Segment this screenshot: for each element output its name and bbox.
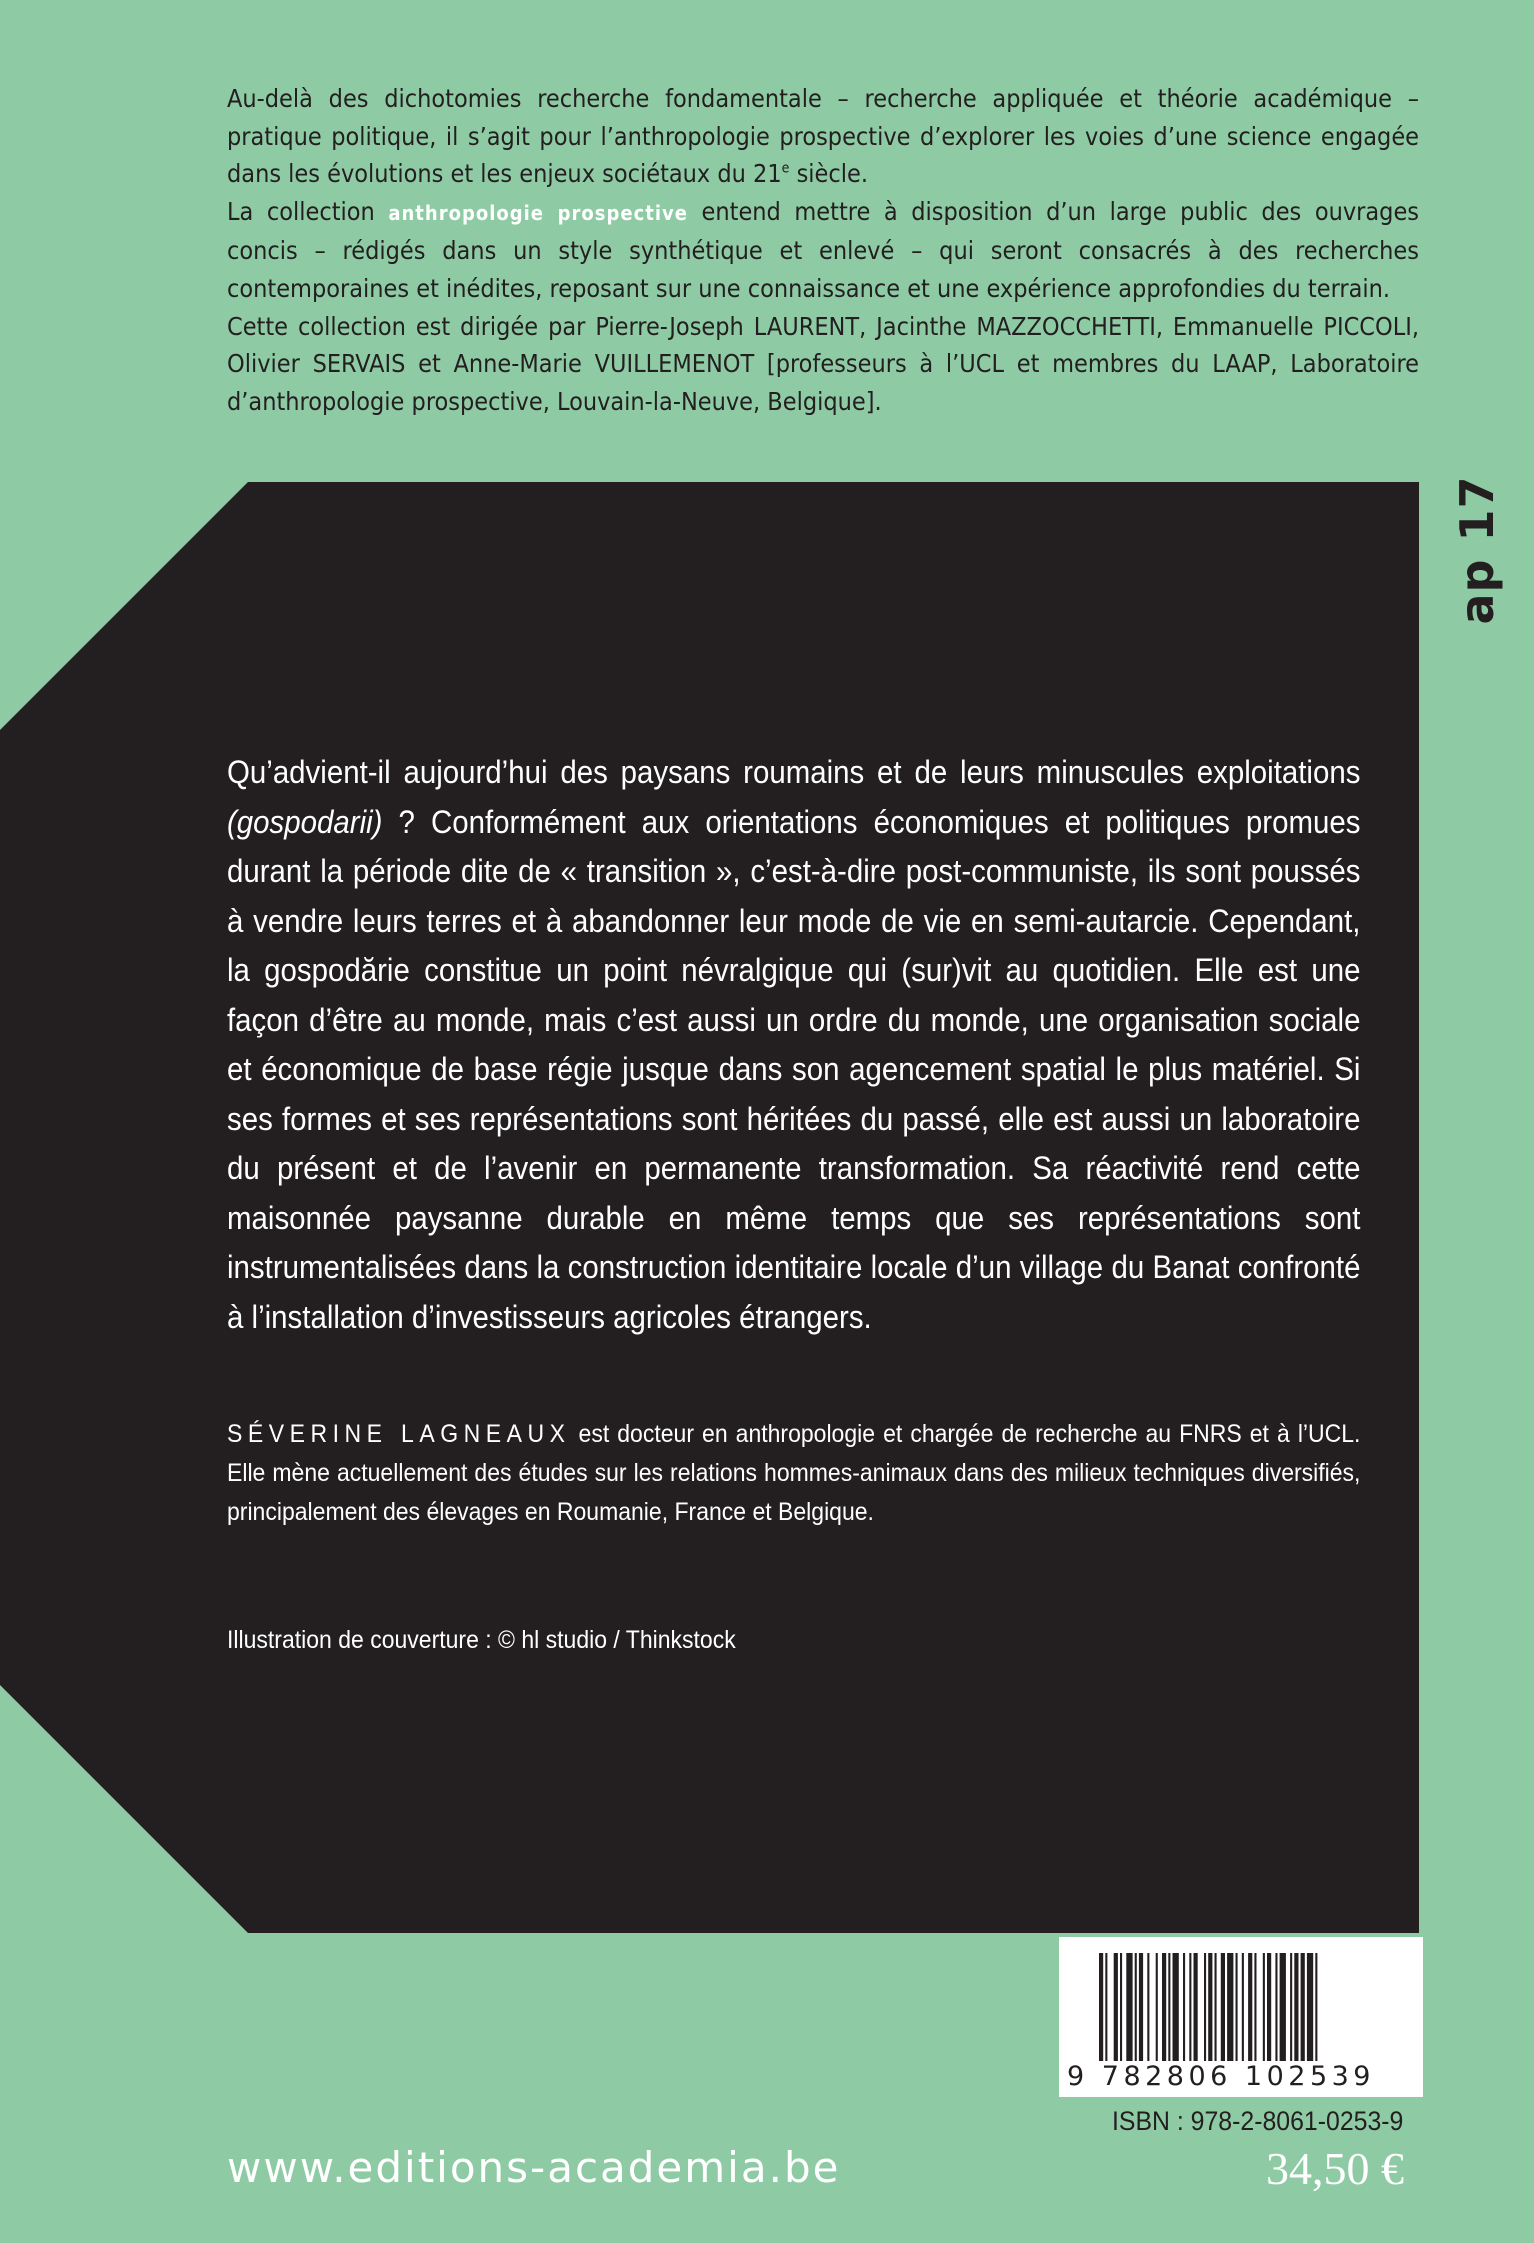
barcode-bar [1254,1953,1256,2061]
author-bio: SÉVERINE LAGNEAUX est docteur en anthropologie et chargée de recherche au FNRS et à l’UCL. Elle mène actuellement des études sur les relations hommes-animaux dans des milieux techniques diversifiés, principalement des élevages en Roumanie, France et Belgique. [227,1420,1361,1526]
barcode-bar [1135,1953,1137,2061]
barcode-bar [1242,1953,1244,2061]
barcode-bar [1221,1953,1225,2061]
barcode-bar [1301,1953,1305,2061]
barcode-bar [1105,1953,1107,2061]
barcode-bar [1290,1953,1292,2061]
barcode-bar [1227,1953,1233,2061]
barcode-bar [1275,1953,1277,2061]
barcode-bar [1114,1953,1118,2061]
barcode-bar [1173,1953,1179,2061]
barcode-digits: 9 782806 102539 [1067,2061,1375,2092]
barcode-bar [1280,1953,1286,2061]
barcode-bar [1099,1953,1103,2061]
barcode-bar [1208,1953,1212,2061]
barcode-bar [1236,1953,1238,2061]
barcode-bar [1189,1953,1191,2061]
barcode-bar [1156,1953,1158,2061]
barcode-bar [1315,1953,1317,2061]
author-name: SÉVERINE LAGNEAUX [227,1420,571,1448]
isbn: ISBN : 978-2-8061-0253-9 [1112,2106,1404,2136]
barcode-bar [1267,1953,1271,2061]
collection-paragraph-1: Au-delà des dichotomies recherche fondamentale – recherche appliquée et théorie académique – pratique politique, il s’agit pour l’anthropologie prospective d’explorer les voies d’une science engagée dans les évolutions et les enjeux sociétaux du 21e siècle. [227,84,1419,189]
barcode-bar [1139,1953,1143,2061]
collection-paragraph-3: Cette collection est dirigée par Pierre-Joseph LAURENT, Jacinthe MAZZOCCHETTI, Emmanuelle PICCOLI, Olivier SERVAIS et Anne-Marie VUILLEMENOT [professeurs à l’UCL et membres du LAAP, Laboratoire d’anthropologie prospective, Louvain-la-Neuve, Belgique]. [227,311,1419,416]
barcode-bar [1215,1953,1217,2061]
barcode-bar [1168,1953,1170,2061]
barcode-bar [1307,1953,1313,2061]
website-url: www.editions-academia.be [227,2143,841,2192]
barcode-bar [1162,1953,1166,2061]
cover-credit: Illustration de couverture : © hl studio / Thinkstock [227,1626,736,1654]
book-summary: Qu’advient-il aujourd’hui des paysans roumains et de leurs minuscules exploitations (gospodarii) ? Conformément aux orientations économiques et politiques promues durant la période dite de « transition », c’est-à-dire post-communiste, ils sont poussés à vendre leurs terres et à abandonner leur mode de vie en semi-autarcie. Cependant, la gospodărie constitue un point névralgique qui (sur)vit au quotidien. Elle est une façon d’être au monde, mais c’est aussi un ordre du monde, une organisation sociale et économique de base régie jusque dans son agencement spatial le plus matériel. Si ses formes et ses représentations sont héritées du passé, elle est aussi un laboratoire du présent et de l’avenir en permanente transformation. Sa réactivité rend cette maisonnée paysanne durable en même temps que ses représentations sont instrumentalisées dans la construction identitaire locale d’un village du Banat confronté à l’installation d’investisseurs agricoles étrangers. [227,754,1361,1335]
barcode-bar [1248,1953,1252,2061]
barcode-bar [1126,1953,1132,2061]
barcode-bar [1263,1953,1265,2061]
barcode-bar [1147,1953,1149,2061]
series-mark: ap 17 [1449,475,1504,625]
barcode-bar [1204,1953,1206,2061]
summary-term: (gospodarii) [227,803,383,840]
barcode-bar [1120,1953,1122,2061]
collection-description [227,80,1419,420]
barcode-bars [1099,1953,1383,2061]
barcode-bar [1183,1953,1185,2061]
collection-name: anthropologie prospective [388,200,688,225]
barcode [1059,1937,1423,2097]
price: 34,50 € [1266,2143,1404,2194]
barcode-bar [1294,1953,1298,2061]
barcode-bar [1194,1953,1198,2061]
collection-paragraph-2: La collection anthropologie prospective entend mettre à disposition d’un large public des ouvrages concis – rédigés dans un style synthétique et enlevé – qui seront consacrés à des recherches contemporaines et inédites, reposant sur une connaissance et une expérience approfondies du terrain. [227,196,1420,303]
